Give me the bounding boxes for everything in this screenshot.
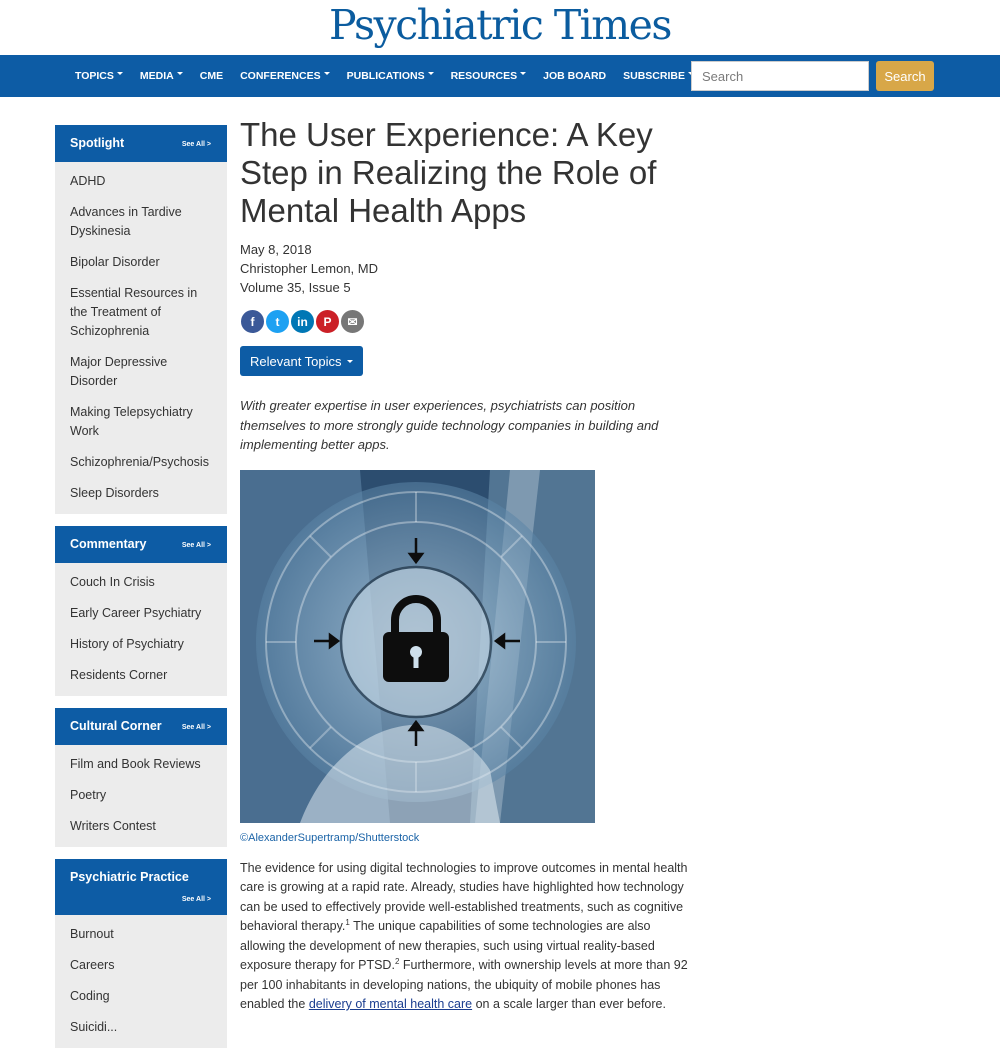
nav-item-label: MEDIA — [139, 70, 174, 82]
caret-down-icon — [520, 72, 526, 75]
article-date: May 8, 2018 — [240, 242, 312, 257]
sidebar-item[interactable]: ADHD — [70, 174, 106, 188]
caret-down-icon — [324, 72, 330, 75]
nav-item-label: PUBLICATIONS — [346, 70, 425, 82]
sidebar-item[interactable]: Residents Corner — [70, 668, 168, 682]
twitter-share-icon[interactable]: t — [265, 309, 290, 334]
nav-item-topics[interactable] — [75, 70, 123, 82]
sidebar-item[interactable]: Coding — [70, 989, 110, 1003]
sidebar-item[interactable]: Careers — [70, 958, 115, 972]
nav-item-conferences[interactable] — [240, 70, 330, 82]
facebook-share-icon[interactable]: f — [240, 309, 265, 334]
body-text-1: The evidence for using digital technologies to improve outcomes in mental health care is growing at a rapid rate. Already, studies have highlighted how technology can be used to effectively provide well-established treatments, such as cognitive behavioral therapy. — [240, 860, 688, 933]
caret-down-icon — [177, 72, 183, 75]
nav-item-label: TOPICS — [75, 70, 114, 82]
sidebar-item[interactable]: Bipolar Disorder — [70, 255, 160, 269]
caret-down-icon — [347, 360, 353, 363]
sidebar-item[interactable]: Writers Contest — [70, 819, 156, 833]
sidebar-section-header — [55, 125, 227, 162]
nav-item-job-board[interactable] — [543, 70, 606, 82]
body-text-4: on a scale larger than ever before. — [472, 997, 666, 1011]
sidebar-section-header — [55, 708, 227, 745]
sidebar-item[interactable]: Essential Resources in the Treatment of Schizophrenia — [70, 286, 198, 338]
article-body-paragraph — [240, 859, 695, 1015]
see-all-link[interactable]: See All > — [181, 542, 211, 549]
sidebar-list — [55, 915, 227, 1048]
article-hero-image — [240, 470, 595, 823]
sidebar-section-psychiatric-practice — [55, 859, 227, 1048]
sidebar-item[interactable]: Sleep Disorders — [70, 486, 159, 500]
article — [240, 116, 695, 1015]
pinterest-share-icon[interactable]: P — [315, 309, 340, 334]
lock-security-illustration — [240, 470, 595, 823]
search-bar — [691, 61, 934, 91]
sidebar-list — [55, 162, 227, 514]
sidebar-section-spotlight — [55, 125, 227, 514]
sidebar-item[interactable]: Schizophrenia/Psychosis — [70, 455, 209, 469]
nav-item-label: CONFERENCES — [240, 70, 321, 82]
nav-item-resources[interactable] — [451, 70, 527, 82]
nav-item-publications[interactable] — [347, 70, 434, 82]
article-author[interactable]: Christopher Lemon, MD — [240, 261, 378, 276]
body-inline-link[interactable]: delivery of mental health care — [308, 997, 473, 1011]
footnote-ref-2[interactable]: 2 — [394, 956, 400, 966]
search-input[interactable] — [691, 61, 869, 91]
sidebar-item[interactable]: Advances in Tardive Dyskinesia — [70, 205, 182, 238]
sidebar-item[interactable]: Poetry — [70, 788, 107, 802]
sidebar-item[interactable]: History of Psychiatry — [70, 637, 184, 651]
nav-item-media[interactable] — [140, 70, 183, 82]
nav-item-label: RESOURCES — [450, 70, 518, 82]
nav-item-label: JOB BOARD — [543, 70, 607, 82]
sidebar-section-cultural-corner — [55, 708, 227, 847]
body-text-2: The unique capabilities of some technologies are also allowing the development of new therapies, such using virtual reality-based exposure therapy for PTSD. — [240, 919, 655, 972]
email-share-icon[interactable]: ✉ — [340, 309, 365, 334]
see-all-link[interactable]: See All > — [181, 141, 211, 148]
sidebar-section-title[interactable]: Cultural Corner — [70, 719, 162, 733]
body-text-3: Furthermore, with ownership levels at more than 92 per 100 inhabitants in developing nations, the ubiquity of mobile phones has enabled the — [240, 958, 688, 1011]
relevant-topics-label: Relevant Topics — [250, 353, 342, 369]
see-all-link[interactable]: See All > — [181, 724, 211, 731]
image-caption[interactable]: ©AlexanderSupertramp/Shutterstock — [240, 831, 420, 844]
sidebar-item[interactable]: Major Depressive Disorder — [70, 355, 168, 388]
linkedin-share-icon[interactable]: in — [290, 309, 315, 334]
sidebar-section-title[interactable]: Psychiatric Practice — [70, 870, 189, 884]
main-navbar — [0, 55, 1000, 97]
sidebar-section-commentary — [55, 526, 227, 696]
article-issue[interactable]: Volume 35, Issue 5 — [240, 280, 351, 295]
site-header — [0, 0, 1000, 55]
sidebar-item[interactable]: Making Telepsychiatry Work — [70, 405, 193, 438]
footnote-ref-1[interactable]: 1 — [345, 917, 350, 927]
share-buttons — [240, 309, 695, 334]
sidebar-section-title[interactable]: Spotlight — [70, 136, 125, 150]
sidebar-item[interactable]: Suicidi... — [70, 1020, 118, 1034]
article-lede: With greater expertise in user experiences, psychiatrists can position themselves to more strongly guide technology companies in building and implementing better apps. — [240, 398, 659, 452]
sidebar-item[interactable]: Film and Book Reviews — [70, 757, 201, 771]
nav-item-cme[interactable] — [200, 70, 223, 82]
nav-item-label: SUBSCRIBE — [623, 70, 685, 82]
sidebar-section-header — [55, 859, 227, 915]
nav-item-label: CME — [199, 70, 224, 82]
sidebar-section-title[interactable]: Commentary — [70, 537, 147, 551]
see-all-link[interactable]: See All > — [181, 896, 211, 903]
sidebar-item[interactable]: Couch In Crisis — [70, 575, 155, 589]
caret-down-icon — [428, 72, 434, 75]
sidebar-item[interactable]: Early Career Psychiatry — [70, 606, 202, 620]
nav-item-subscribe[interactable] — [623, 70, 694, 82]
sidebar-item[interactable]: Burnout — [70, 927, 114, 941]
article-title: The User Experience: A Key Step in Realizing the Role of Mental Health Apps — [240, 116, 657, 229]
sidebar-section-header — [55, 526, 227, 563]
nav-menu — [75, 70, 711, 82]
relevant-topics-button[interactable] — [240, 346, 363, 376]
sidebar — [55, 125, 227, 1060]
sidebar-list — [55, 563, 227, 696]
site-logo[interactable]: Psychiatric Times — [329, 1, 671, 49]
sidebar-list — [55, 745, 227, 847]
caret-down-icon — [117, 72, 123, 75]
search-button[interactable]: Search — [876, 61, 934, 91]
